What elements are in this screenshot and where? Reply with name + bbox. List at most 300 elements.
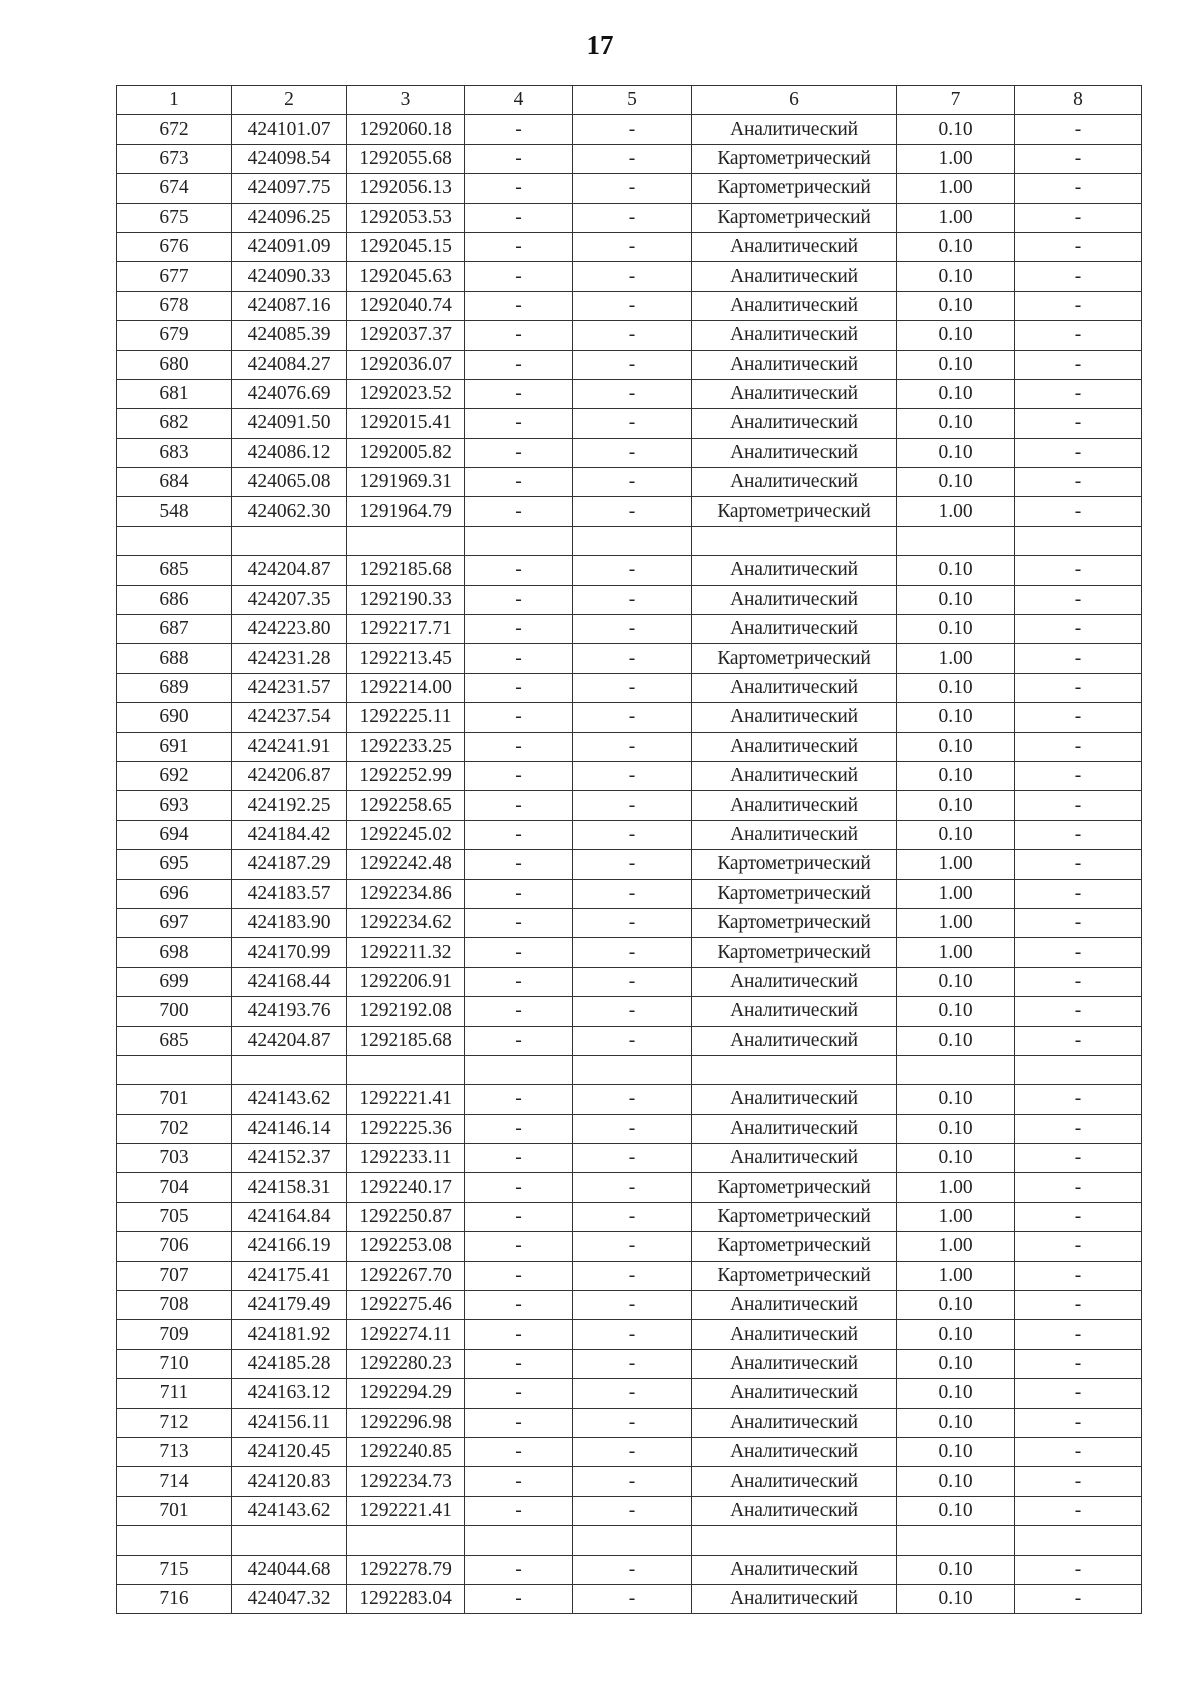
table-row — [117, 1026, 1142, 1055]
table-row — [117, 850, 1142, 879]
point-number-cell: 685 — [117, 1026, 232, 1055]
point-number-cell: 714 — [117, 1467, 232, 1496]
method-cell: Картометрический — [692, 1202, 897, 1231]
accuracy-cell: 0.10 — [897, 1291, 1015, 1320]
column-8-cell: - — [1015, 820, 1142, 849]
y-coordinate-cell: 1292234.62 — [347, 908, 465, 937]
point-number-cell: 548 — [117, 497, 232, 526]
table-header-row — [117, 86, 1142, 115]
column-4-cell: - — [465, 1173, 573, 1202]
column-5-cell: - — [573, 1232, 692, 1261]
point-number-cell: 689 — [117, 673, 232, 702]
column-header: 3 — [347, 86, 465, 115]
y-coordinate-cell: 1292221.41 — [347, 1496, 465, 1525]
column-8-cell: - — [1015, 791, 1142, 820]
y-coordinate-cell: 1292225.36 — [347, 1114, 465, 1143]
y-coordinate-cell: 1292252.99 — [347, 761, 465, 790]
column-4-cell: - — [465, 615, 573, 644]
point-number-cell — [117, 526, 232, 555]
method-cell: Картометрический — [692, 850, 897, 879]
column-5-cell: - — [573, 820, 692, 849]
column-4-cell: - — [465, 1349, 573, 1378]
accuracy-cell: 0.10 — [897, 350, 1015, 379]
point-number-cell — [117, 1055, 232, 1084]
method-cell: Картометрический — [692, 1261, 897, 1290]
accuracy-cell: 0.10 — [897, 1085, 1015, 1114]
column-8-cell — [1015, 526, 1142, 555]
column-4-cell: - — [465, 1437, 573, 1466]
method-cell: Аналитический — [692, 1349, 897, 1378]
column-5-cell: - — [573, 732, 692, 761]
column-5-cell: - — [573, 1261, 692, 1290]
x-coordinate-cell: 424062.30 — [232, 497, 347, 526]
point-number-cell: 695 — [117, 850, 232, 879]
x-coordinate-cell: 424181.92 — [232, 1320, 347, 1349]
column-5-cell — [573, 526, 692, 555]
point-number-cell: 701 — [117, 1085, 232, 1114]
y-coordinate-cell: 1292221.41 — [347, 1085, 465, 1114]
table-row — [117, 1291, 1142, 1320]
method-cell: Аналитический — [692, 791, 897, 820]
point-number-cell: 680 — [117, 350, 232, 379]
column-5-cell: - — [573, 262, 692, 291]
column-8-cell: - — [1015, 1555, 1142, 1584]
x-coordinate-cell: 424096.25 — [232, 203, 347, 232]
point-number-cell: 716 — [117, 1584, 232, 1613]
table-row — [117, 438, 1142, 467]
point-number-cell: 687 — [117, 615, 232, 644]
method-cell: Аналитический — [692, 585, 897, 614]
x-coordinate-cell: 424168.44 — [232, 967, 347, 996]
point-number-cell: 704 — [117, 1173, 232, 1202]
column-5-cell: - — [573, 556, 692, 585]
accuracy-cell: 1.00 — [897, 1202, 1015, 1231]
accuracy-cell: 1.00 — [897, 644, 1015, 673]
column-4-cell: - — [465, 1584, 573, 1613]
point-number-cell: 691 — [117, 732, 232, 761]
column-4-cell: - — [465, 1114, 573, 1143]
table-row — [117, 703, 1142, 732]
x-coordinate-cell: 424166.19 — [232, 1232, 347, 1261]
y-coordinate-cell: 1292037.37 — [347, 321, 465, 350]
table-row — [117, 1202, 1142, 1231]
method-cell: Аналитический — [692, 232, 897, 261]
column-4-cell: - — [465, 1026, 573, 1055]
x-coordinate-cell: 424184.42 — [232, 820, 347, 849]
y-coordinate-cell — [347, 1526, 465, 1555]
x-coordinate-cell: 424170.99 — [232, 938, 347, 967]
column-5-cell: - — [573, 1584, 692, 1613]
point-number-cell: 705 — [117, 1202, 232, 1231]
accuracy-cell: 0.10 — [897, 1349, 1015, 1378]
accuracy-cell: 0.10 — [897, 673, 1015, 702]
y-coordinate-cell: 1292234.86 — [347, 879, 465, 908]
x-coordinate-cell: 424097.75 — [232, 174, 347, 203]
point-number-cell: 696 — [117, 879, 232, 908]
point-number-cell: 697 — [117, 908, 232, 937]
point-number-cell: 702 — [117, 1114, 232, 1143]
column-5-cell: - — [573, 1085, 692, 1114]
y-coordinate-cell: 1292294.29 — [347, 1379, 465, 1408]
method-cell: Картометрический — [692, 938, 897, 967]
x-coordinate-cell: 424076.69 — [232, 379, 347, 408]
table-row — [117, 1437, 1142, 1466]
column-5-cell: - — [573, 1349, 692, 1378]
column-4-cell: - — [465, 1202, 573, 1231]
table-row — [117, 556, 1142, 585]
table-row — [117, 203, 1142, 232]
method-cell: Аналитический — [692, 1320, 897, 1349]
y-coordinate-cell: 1292233.25 — [347, 732, 465, 761]
accuracy-cell: 1.00 — [897, 1232, 1015, 1261]
accuracy-cell: 0.10 — [897, 761, 1015, 790]
table-row — [117, 1584, 1142, 1613]
column-5-cell: - — [573, 321, 692, 350]
column-4-cell: - — [465, 732, 573, 761]
table-row — [117, 262, 1142, 291]
y-coordinate-cell: 1292250.87 — [347, 1202, 465, 1231]
y-coordinate-cell: 1292214.00 — [347, 673, 465, 702]
point-number-cell: 675 — [117, 203, 232, 232]
y-coordinate-cell: 1292015.41 — [347, 409, 465, 438]
column-4-cell: - — [465, 820, 573, 849]
x-coordinate-cell: 424179.49 — [232, 1291, 347, 1320]
method-cell: Аналитический — [692, 761, 897, 790]
x-coordinate-cell: 424084.27 — [232, 350, 347, 379]
point-number-cell: 700 — [117, 997, 232, 1026]
x-coordinate-cell: 424120.45 — [232, 1437, 347, 1466]
x-coordinate-cell: 424087.16 — [232, 291, 347, 320]
column-4-cell: - — [465, 321, 573, 350]
column-5-cell: - — [573, 850, 692, 879]
method-cell: Аналитический — [692, 1555, 897, 1584]
point-number-cell: 682 — [117, 409, 232, 438]
column-8-cell: - — [1015, 1202, 1142, 1231]
column-5-cell: - — [573, 1555, 692, 1584]
y-coordinate-cell: 1292275.46 — [347, 1291, 465, 1320]
column-8-cell: - — [1015, 615, 1142, 644]
column-5-cell: - — [573, 997, 692, 1026]
column-4-cell: - — [465, 144, 573, 173]
table-body — [117, 115, 1142, 1614]
x-coordinate-cell: 424120.83 — [232, 1467, 347, 1496]
column-4-cell: - — [465, 879, 573, 908]
accuracy-cell: 0.10 — [897, 468, 1015, 497]
column-4-cell: - — [465, 350, 573, 379]
table-row — [117, 350, 1142, 379]
accuracy-cell: 0.10 — [897, 1467, 1015, 1496]
column-5-cell: - — [573, 1144, 692, 1173]
table-row — [117, 174, 1142, 203]
column-4-cell: - — [465, 379, 573, 408]
x-coordinate-cell: 424231.28 — [232, 644, 347, 673]
column-4-cell: - — [465, 703, 573, 732]
column-4-cell: - — [465, 850, 573, 879]
point-number-cell: 703 — [117, 1144, 232, 1173]
column-8-cell: - — [1015, 1320, 1142, 1349]
method-cell: Аналитический — [692, 379, 897, 408]
column-8-cell: - — [1015, 1408, 1142, 1437]
accuracy-cell: 0.10 — [897, 1496, 1015, 1525]
point-number-cell: 693 — [117, 791, 232, 820]
x-coordinate-cell: 424231.57 — [232, 673, 347, 702]
column-4-cell: - — [465, 908, 573, 937]
y-coordinate-cell: 1292217.71 — [347, 615, 465, 644]
separator-row — [117, 526, 1142, 555]
x-coordinate-cell: 424143.62 — [232, 1496, 347, 1525]
x-coordinate-cell: 424163.12 — [232, 1379, 347, 1408]
x-coordinate-cell: 424175.41 — [232, 1261, 347, 1290]
column-4-cell: - — [465, 291, 573, 320]
accuracy-cell: 0.10 — [897, 820, 1015, 849]
column-4-cell: - — [465, 556, 573, 585]
column-4-cell: - — [465, 791, 573, 820]
column-8-cell — [1015, 1055, 1142, 1084]
x-coordinate-cell: 424152.37 — [232, 1144, 347, 1173]
column-8-cell: - — [1015, 1261, 1142, 1290]
column-8-cell: - — [1015, 1026, 1142, 1055]
x-coordinate-cell: 424241.91 — [232, 732, 347, 761]
table-row — [117, 1144, 1142, 1173]
column-8-cell: - — [1015, 761, 1142, 790]
accuracy-cell: 1.00 — [897, 203, 1015, 232]
column-8-cell: - — [1015, 556, 1142, 585]
point-number-cell: 673 — [117, 144, 232, 173]
x-coordinate-cell: 424158.31 — [232, 1173, 347, 1202]
column-5-cell: - — [573, 938, 692, 967]
y-coordinate-cell: 1292040.74 — [347, 291, 465, 320]
column-header: 2 — [232, 86, 347, 115]
point-number-cell: 710 — [117, 1349, 232, 1378]
column-8-cell: - — [1015, 997, 1142, 1026]
y-coordinate-cell: 1292206.91 — [347, 967, 465, 996]
y-coordinate-cell: 1292045.63 — [347, 262, 465, 291]
x-coordinate-cell: 424204.87 — [232, 556, 347, 585]
accuracy-cell: 0.10 — [897, 997, 1015, 1026]
point-number-cell: 708 — [117, 1291, 232, 1320]
column-4-cell: - — [465, 585, 573, 614]
column-8-cell: - — [1015, 1349, 1142, 1378]
column-5-cell — [573, 1055, 692, 1084]
accuracy-cell: 0.10 — [897, 791, 1015, 820]
method-cell: Аналитический — [692, 291, 897, 320]
x-coordinate-cell — [232, 1526, 347, 1555]
column-header: 6 — [692, 86, 897, 115]
y-coordinate-cell: 1292283.04 — [347, 1584, 465, 1613]
column-8-cell: - — [1015, 497, 1142, 526]
table-row — [117, 232, 1142, 261]
column-8-cell: - — [1015, 1467, 1142, 1496]
column-4-cell: - — [465, 262, 573, 291]
point-number-cell: 686 — [117, 585, 232, 614]
method-cell: Аналитический — [692, 1114, 897, 1143]
table-row — [117, 644, 1142, 673]
y-coordinate-cell: 1292060.18 — [347, 115, 465, 144]
column-8-cell: - — [1015, 144, 1142, 173]
y-coordinate-cell — [347, 526, 465, 555]
table-row — [117, 1114, 1142, 1143]
table-row — [117, 820, 1142, 849]
method-cell: Аналитический — [692, 350, 897, 379]
column-5-cell: - — [573, 791, 692, 820]
y-coordinate-cell: 1292211.32 — [347, 938, 465, 967]
x-coordinate-cell — [232, 526, 347, 555]
point-number-cell: 698 — [117, 938, 232, 967]
column-5-cell: - — [573, 703, 692, 732]
x-coordinate-cell: 424044.68 — [232, 1555, 347, 1584]
column-8-cell: - — [1015, 174, 1142, 203]
method-cell: Картометрический — [692, 1232, 897, 1261]
column-8-cell: - — [1015, 938, 1142, 967]
point-number-cell: 676 — [117, 232, 232, 261]
column-4-cell: - — [465, 497, 573, 526]
column-5-cell: - — [573, 967, 692, 996]
column-5-cell: - — [573, 1437, 692, 1466]
column-8-cell: - — [1015, 1232, 1142, 1261]
accuracy-cell: 0.10 — [897, 1584, 1015, 1613]
accuracy-cell: 0.10 — [897, 409, 1015, 438]
column-8-cell: - — [1015, 967, 1142, 996]
table-row — [117, 1379, 1142, 1408]
y-coordinate-cell: 1292045.15 — [347, 232, 465, 261]
column-4-cell: - — [465, 997, 573, 1026]
x-coordinate-cell: 424101.07 — [232, 115, 347, 144]
column-5-cell: - — [573, 673, 692, 702]
x-coordinate-cell: 424206.87 — [232, 761, 347, 790]
point-number-cell: 707 — [117, 1261, 232, 1290]
point-number-cell: 684 — [117, 468, 232, 497]
column-5-cell: - — [573, 1408, 692, 1437]
x-coordinate-cell: 424098.54 — [232, 144, 347, 173]
column-5-cell: - — [573, 468, 692, 497]
method-cell: Аналитический — [692, 262, 897, 291]
table-row — [117, 938, 1142, 967]
method-cell: Аналитический — [692, 115, 897, 144]
column-5-cell — [573, 1526, 692, 1555]
column-8-cell: - — [1015, 644, 1142, 673]
column-8-cell: - — [1015, 1173, 1142, 1202]
point-number-cell: 678 — [117, 291, 232, 320]
accuracy-cell: 0.10 — [897, 1026, 1015, 1055]
y-coordinate-cell: 1291964.79 — [347, 497, 465, 526]
y-coordinate-cell: 1292233.11 — [347, 1144, 465, 1173]
x-coordinate-cell: 424185.28 — [232, 1349, 347, 1378]
y-coordinate-cell: 1292280.23 — [347, 1349, 465, 1378]
accuracy-cell: 0.10 — [897, 321, 1015, 350]
y-coordinate-cell: 1292240.17 — [347, 1173, 465, 1202]
y-coordinate-cell: 1292242.48 — [347, 850, 465, 879]
column-5-cell: - — [573, 350, 692, 379]
column-8-cell: - — [1015, 1114, 1142, 1143]
y-coordinate-cell: 1292245.02 — [347, 820, 465, 849]
column-8-cell: - — [1015, 703, 1142, 732]
point-number-cell: 713 — [117, 1437, 232, 1466]
table-row — [117, 1496, 1142, 1525]
column-8-cell: - — [1015, 203, 1142, 232]
table-row — [117, 1320, 1142, 1349]
table-row — [117, 967, 1142, 996]
y-coordinate-cell: 1292055.68 — [347, 144, 465, 173]
table-row — [117, 791, 1142, 820]
column-5-cell: - — [573, 908, 692, 937]
accuracy-cell: 0.10 — [897, 232, 1015, 261]
column-5-cell: - — [573, 409, 692, 438]
x-coordinate-cell: 424183.57 — [232, 879, 347, 908]
column-8-cell: - — [1015, 350, 1142, 379]
column-8-cell: - — [1015, 1584, 1142, 1613]
accuracy-cell: 0.10 — [897, 1144, 1015, 1173]
column-4-cell: - — [465, 438, 573, 467]
table-row — [117, 468, 1142, 497]
column-8-cell: - — [1015, 732, 1142, 761]
point-number-cell: 685 — [117, 556, 232, 585]
point-number-cell: 688 — [117, 644, 232, 673]
table-row — [117, 379, 1142, 408]
column-8-cell: - — [1015, 1437, 1142, 1466]
column-4-cell: - — [465, 1144, 573, 1173]
column-5-cell: - — [573, 144, 692, 173]
column-5-cell: - — [573, 291, 692, 320]
column-5-cell: - — [573, 115, 692, 144]
table-row — [117, 1349, 1142, 1378]
column-4-cell: - — [465, 1261, 573, 1290]
point-number-cell — [117, 1526, 232, 1555]
method-cell: Аналитический — [692, 468, 897, 497]
accuracy-cell: 1.00 — [897, 1261, 1015, 1290]
column-5-cell: - — [573, 761, 692, 790]
table-row — [117, 497, 1142, 526]
method-cell: Аналитический — [692, 1584, 897, 1613]
method-cell: Аналитический — [692, 1085, 897, 1114]
y-coordinate-cell: 1292190.33 — [347, 585, 465, 614]
column-8-cell: - — [1015, 1085, 1142, 1114]
x-coordinate-cell: 424091.50 — [232, 409, 347, 438]
table-row — [117, 1555, 1142, 1584]
y-coordinate-cell — [347, 1055, 465, 1084]
accuracy-cell: 1.00 — [897, 497, 1015, 526]
table-row — [117, 115, 1142, 144]
x-coordinate-cell: 424143.62 — [232, 1085, 347, 1114]
column-4-cell: - — [465, 1085, 573, 1114]
point-number-cell: 701 — [117, 1496, 232, 1525]
column-5-cell: - — [573, 585, 692, 614]
y-coordinate-cell: 1292053.53 — [347, 203, 465, 232]
table-row — [117, 1467, 1142, 1496]
x-coordinate-cell: 424091.09 — [232, 232, 347, 261]
accuracy-cell: 0.10 — [897, 115, 1015, 144]
y-coordinate-cell: 1292185.68 — [347, 556, 465, 585]
accuracy-cell: 0.10 — [897, 615, 1015, 644]
x-coordinate-cell: 424237.54 — [232, 703, 347, 732]
table-row — [117, 732, 1142, 761]
table-row — [117, 673, 1142, 702]
page-number: 17 — [586, 30, 614, 60]
table-row — [117, 1085, 1142, 1114]
method-cell: Аналитический — [692, 820, 897, 849]
x-coordinate-cell: 424086.12 — [232, 438, 347, 467]
point-number-cell: 683 — [117, 438, 232, 467]
column-8-cell: - — [1015, 291, 1142, 320]
method-cell: Аналитический — [692, 1467, 897, 1496]
column-4-cell — [465, 526, 573, 555]
x-coordinate-cell: 424204.87 — [232, 1026, 347, 1055]
y-coordinate-cell: 1292253.08 — [347, 1232, 465, 1261]
x-coordinate-cell — [232, 1055, 347, 1084]
y-coordinate-cell: 1292258.65 — [347, 791, 465, 820]
accuracy-cell: 0.10 — [897, 732, 1015, 761]
x-coordinate-cell: 424146.14 — [232, 1114, 347, 1143]
accuracy-cell: 0.10 — [897, 703, 1015, 732]
